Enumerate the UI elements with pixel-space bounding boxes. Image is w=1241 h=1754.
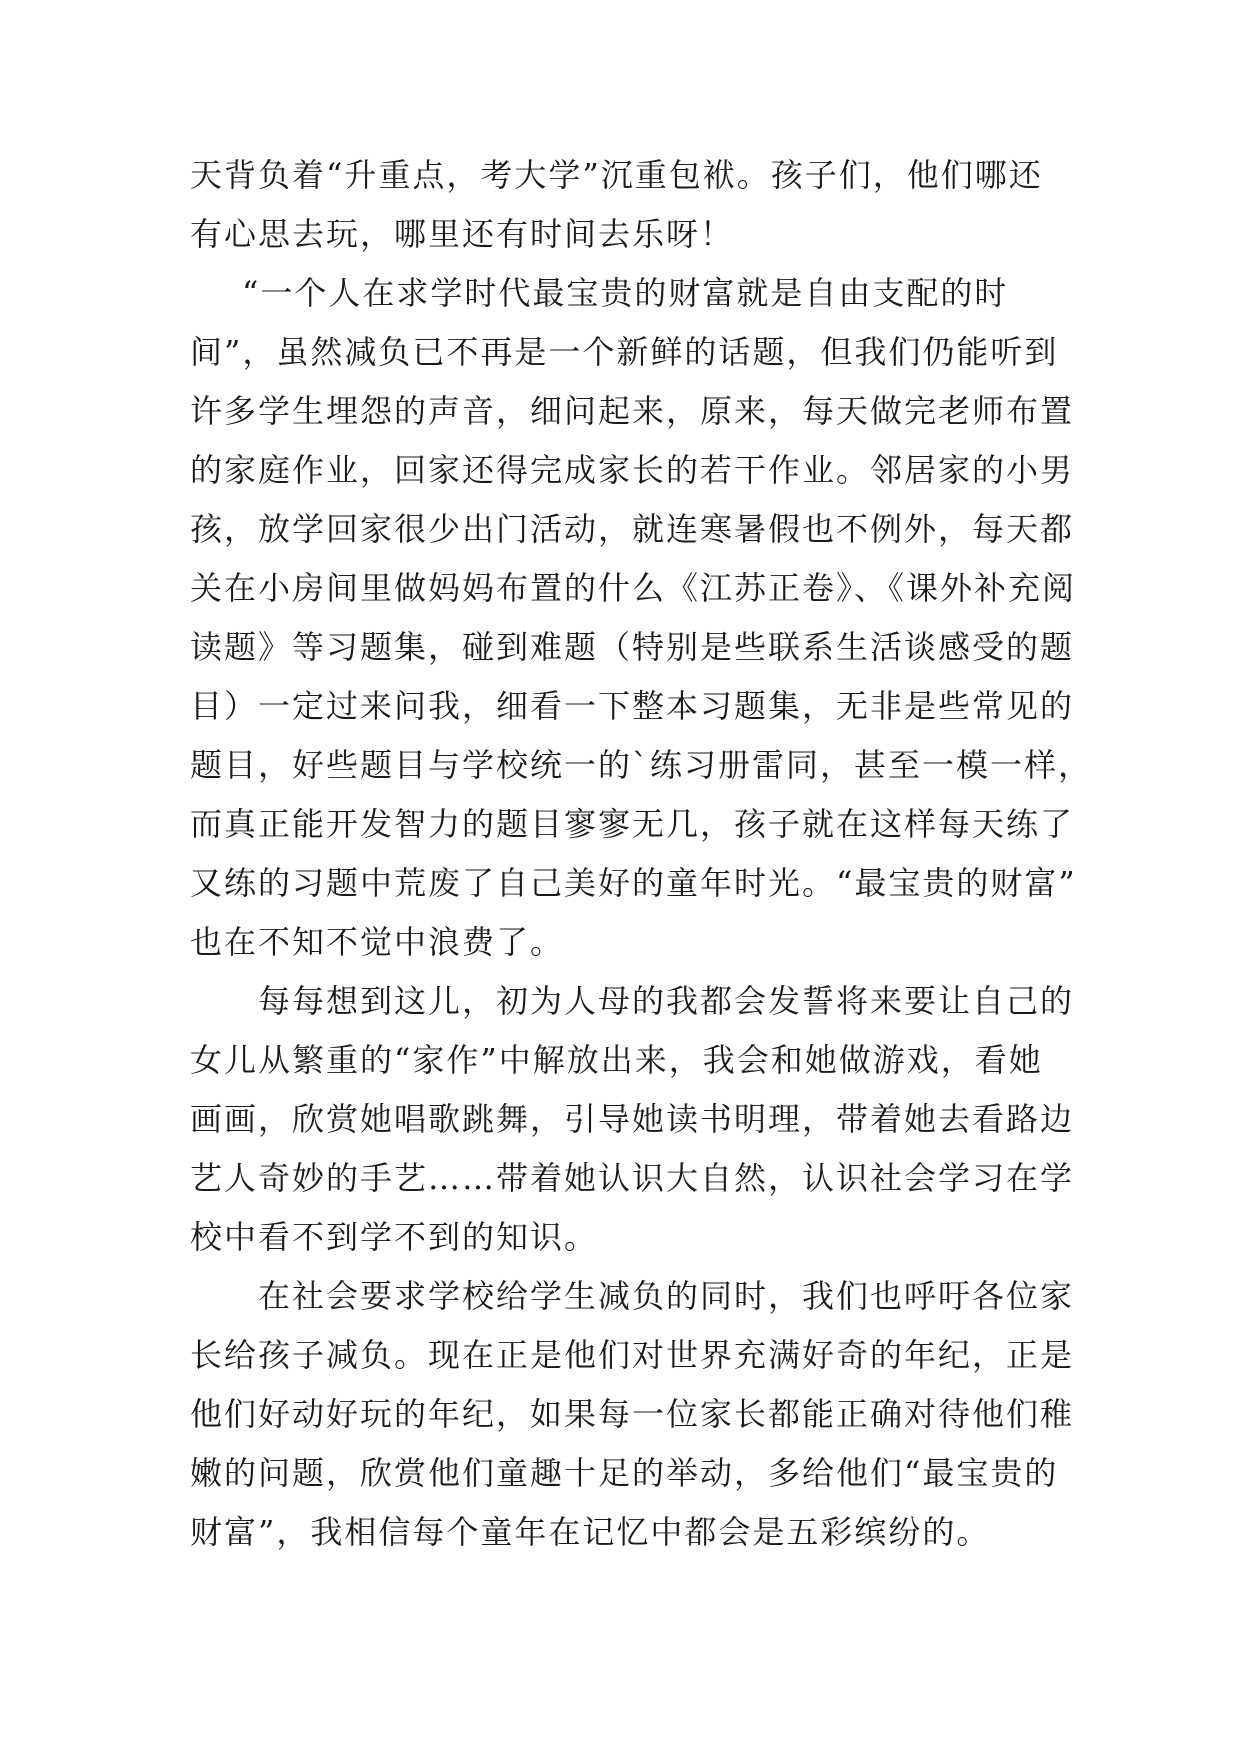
text-line: 也在不知不觉中浪费了。 [190,923,565,961]
text-line: 孩，放学回家很少出门活动，就连寒暑假也不例外，每天都 [190,510,1075,548]
paragraph-2 [190,274,1093,962]
text-line: 校中看不到学不到的知识。 [190,1218,599,1256]
text-line: 女儿从繁重的“家作”中解放出来，我会和她做游戏，看她 [190,1041,1043,1079]
text-line: 题目，好些题目与学校统一的`练习册雷同，甚至一模一样， [190,746,1093,784]
text-line: “一个人在求学时代最宝贵的财富就是自由支配的时 [242,274,1009,312]
text-line: 艺人奇妙的手艺……带着她认识大自然，认识社会学习在学 [190,1159,1075,1197]
text-line: 的家庭作业，回家还得完成家长的若干作业。邻居家的小男 [190,451,1075,489]
text-line: 读题》等习题集，碰到难题（特别是些联系生活谈感受的题 [190,628,1075,666]
text-line: 画画，欣赏她唱歌跳舞，引导她读书明理，带着她去看路边 [190,1100,1075,1138]
text-line: 目）一定过来问我，细看一下整本习题集，无非是些常见的 [190,687,1075,725]
paragraph-1 [190,156,1050,254]
document-body [190,156,1093,1572]
text-line: 许多学生埋怨的声音，细问起来，原来，每天做完老师布置 [190,392,1075,430]
text-line: 间”，虽然减负已不再是一个新鲜的话题，但我们仍能听到 [190,333,1059,371]
text-line: 在社会要求学校给学生减负的同时，我们也呼吁各位家 [258,1277,1075,1315]
paragraph-4 [190,1277,1075,1552]
paragraph-3 [190,982,1075,1257]
text-line: 每每想到这儿，初为人母的我都会发誓将来要让自己的 [258,982,1075,1020]
text-line: 又练的习题中荒废了自己美好的童年时光。“最宝贵的财富” [190,864,1077,902]
text-line: 长给孩子减负。现在正是他们对世界充满好奇的年纪，正是 [190,1336,1075,1374]
text-line: 嫩的问题，欣赏他们童趣十足的举动，多给他们“最宝贵的 [190,1454,1059,1492]
text-line: 而真正能开发智力的题目寥寥无几，孩子就在这样每天练了 [190,805,1075,843]
text-line: 他们好动好玩的年纪，如果每一位家长都能正确对待他们稚 [190,1395,1075,1433]
text-line: 天背负着“升重点，考大学”沉重包袱。孩子们，他们哪还 [190,156,1043,194]
text-line: 财富”，我相信每个童年在记忆中都会是五彩缤纷的。 [190,1513,991,1551]
text-line: 有心思去玩，哪里还有时间去乐呀！ [190,215,735,253]
text-line: 关在小房间里做妈妈布置的什么《江苏正卷》、《课外补充阅 [190,569,1077,607]
